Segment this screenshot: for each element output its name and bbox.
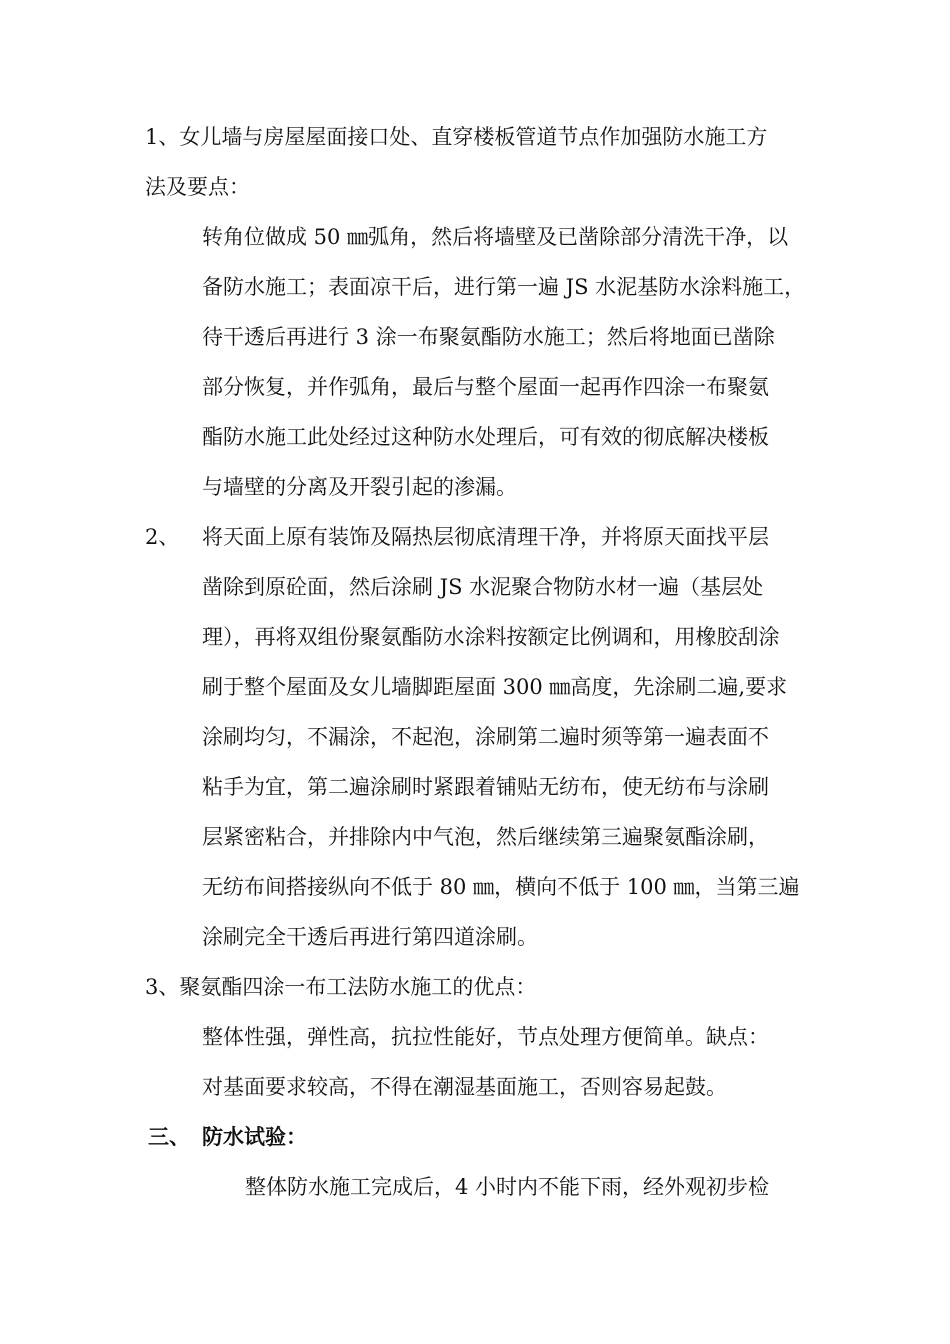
heading3-number: 三、 <box>148 1125 190 1149</box>
section1-body-line: 酯防水施工此处经过这种防水处理后，可有效的彻底解决楼板 <box>202 425 769 449</box>
section2-body-line: 理），再将双组份聚氨酯防水涂料按额定比例调和，用橡胶刮涂 <box>202 625 780 649</box>
section2-body-line: 将天面上原有装饰及隔热层彻底清理干净，并将原天面找平层 <box>202 525 769 549</box>
section3-title: 3、聚氨酯四涂一布工法防水施工的优点： <box>145 975 537 999</box>
section3-body-line: 对基面要求较高，不得在潮湿基面施工，否则容易起鼓。 <box>202 1075 727 1099</box>
section2-body-line: 无纺布间搭接纵向不低于 80 ㎜，横向不低于 100 ㎜，当第三遍 <box>202 875 800 899</box>
section2-body-line: 涂刷均匀，不漏涂，不起泡，涂刷第二遍时须等第一遍表面不 <box>202 725 769 749</box>
final-paragraph-line: 整体防水施工完成后，4 小时内不能下雨，经外观初步检 <box>245 1175 770 1199</box>
section1-body-line: 备防水施工；表面凉干后，进行第一遍 JS 水泥基防水涂料施工， <box>202 275 806 299</box>
section1-body-line: 部分恢复，并作弧角，最后与整个屋面一起再作四涂一布聚氨 <box>202 375 769 399</box>
section2-body-line: 粘手为宜，第二遍涂刷时紧跟着铺贴无纺布，使无纺布与涂刷 <box>202 775 769 799</box>
section2-body-line: 刷于整个屋面及女儿墙脚距屋面 300 ㎜高度，先涂刷二遍,要求 <box>202 675 788 699</box>
section2-body-line: 凿除到原砼面，然后涂刷 JS 水泥聚合物防水材一遍（基层处 <box>202 575 764 599</box>
section3-body-line: 整体性强，弹性高，抗拉性能好，节点处理方便简单。缺点： <box>202 1025 769 1049</box>
section2-body-line: 涂刷完全干透后再进行第四道涂刷。 <box>202 925 538 949</box>
section1-body-line: 待干透后再进行 3 涂一布聚氨酯防水施工；然后将地面已凿除 <box>202 325 775 349</box>
section2-body-line: 层紧密粘合，并排除内中气泡，然后继续第三遍聚氨酯涂刷， <box>202 825 769 849</box>
heading3-title: 防水试验： <box>202 1125 307 1149</box>
section1-title-line2: 法及要点： <box>145 175 250 199</box>
section1-body-line: 转角位做成 50 ㎜弧角，然后将墙壁及已凿除部分清洗干净，以 <box>202 225 789 249</box>
section1-body-line: 与墙壁的分离及开裂引起的渗漏。 <box>202 475 517 499</box>
section1-title-line1: 1、女儿墙与房屋屋面接口处、直穿楼板管道节点作加强防水施工方 <box>145 125 768 149</box>
section2-number: 2、 <box>145 525 180 549</box>
